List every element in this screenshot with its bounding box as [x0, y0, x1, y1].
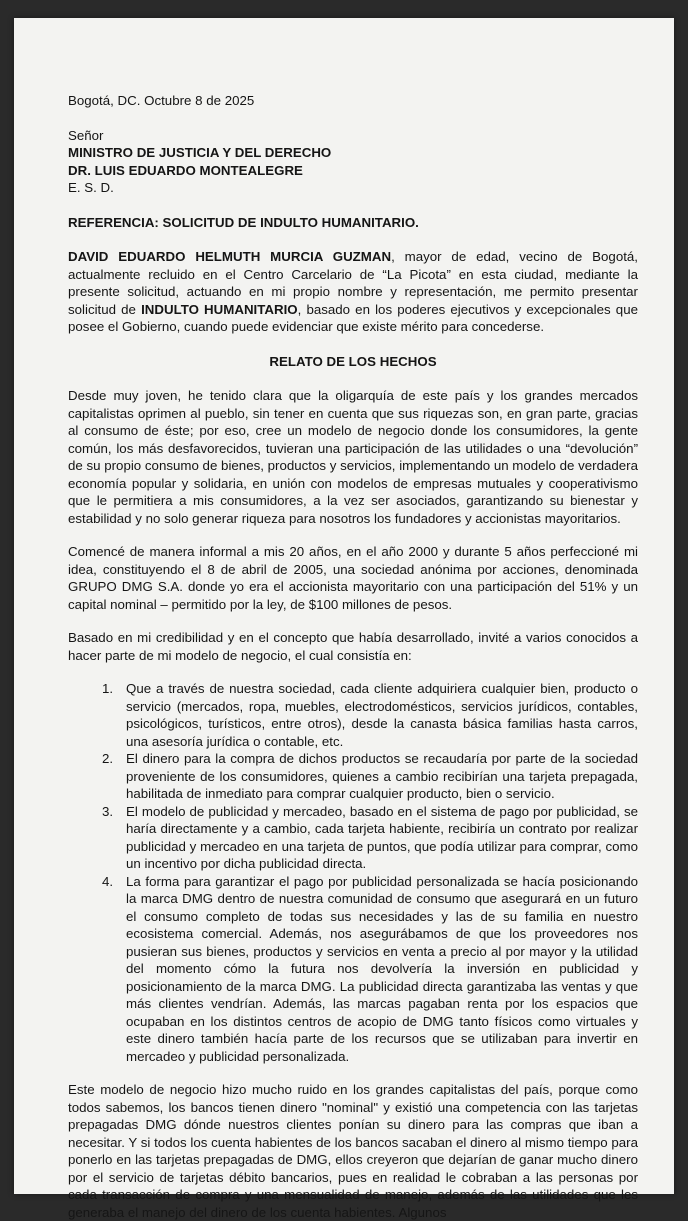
list-item — [68, 680, 638, 750]
paragraph-4: Este modelo de negocio hizo mucho ruido en los grandes capitalistas del país, porque como todos sabemos, los bancos tienen dinero "nominal" y existió una competencia con las tarjetas prepagadas DMG dónde nuestros clientes ponían su dinero para las compras que iban a necesitar. Y si todos los cuenta habientes de los bancos sacaban el dinero al mismo tiempo para ponerlo en las tarjetas prepagadas de DMG, ellos creyeron que dejarían de ganar mucho dinero por el servicio de tarjetas débito bancarios, pues en realidad le cobraban a las personas por cada transacción de compra y una mensualidad de manejo, además de las utilidades que les generaba el manejo del dinero de los cuenta habientes. Algunos — [68, 1082, 638, 1220]
intro-text-b: , basado en los poderes ejecutivos y excepcionales que posee el Gobierno, cuando puede evidenciar que existe mérito para concederse. — [68, 301, 638, 334]
intro-paragraph — [68, 248, 638, 336]
recipient-esd: E. S. D. — [68, 180, 114, 195]
list-item-number: 4. — [102, 873, 114, 889]
list-item-text: La forma para garantizar el pago por publicidad personalizada se hacía posicionando la marca DMG dentro de nuestra comunidad de consumo que asegurará en un futuro el consumo completo de todas sus necesidades y las de su familia en nuestro ecosistema comercial. Además, nos asegurábamos de que los proveedores nos pusieran sus bienes, productos y servicios en venta a precio al por mayor y la utilidad del momento cómo la futura nos devolvería la inversión en publicidad y posicionamiento de la marca DMG. La publicidad directa garantizaba las ventas y que más clientes vendrían. Además, las marcas pagaban renta por los espacios que ocupaban en los distintos centros de acopio de DMG tanto físicos como virtuales y este dinero también hacía parte de los recursos que se utilizaban para invertir en mercadeo y publicidad personalizada. — [126, 873, 638, 1064]
paragraph-1: Desde muy joven, he tenido clara que la oligarquía de este país y los grandes mercados capitalistas oprimen al pueblo, sin tener en cuenta que sus riquezas son, en gran parte, gracias al consumo de éste; por eso, cree un modelo de negocio donde los consumidores, la gente común, los más desfavorecidos, tuvieran una participación de las utilidades o una “devolución” de su propio consumo de bienes, productos y servicios, implementando un modelo de verdadera economía popular y solidaria, en unión con modelos de empresas mutuales y cooperativismo que le permitiera a mis consumidores, a la vez ser asociados, garantizando su bienestar y estabilidad y no solo generar riqueza para nosotros los fundadores y accionistas mayoritarios. — [68, 388, 638, 526]
business-model-list — [68, 680, 638, 1065]
list-item-number: 1. — [102, 681, 114, 696]
list-item — [68, 750, 638, 803]
paragraph-3: Basado en mi credibilidad y en el concepto que había desarrollado, invité a varios conocidos a hacer parte de mi modelo de negocio, el cual consistía en: — [68, 630, 638, 663]
petitioner-name: DAVID EDUARDO HELMUTH MURCIA GUZMAN — [68, 249, 392, 264]
recipient-name: DR. LUIS EDUARDO MONTEALEGRE — [68, 162, 303, 178]
paragraph-2: Comencé de manera informal a mis 20 años, en el año 2000 y durante 5 años perfeccioné mi idea, constituyendo el 8 de abril de 2005, una sociedad anónima por acciones, denominada GRUPO DMG S.A. donde yo era el accionista mayoritario con una participación del 51% y un capital nominal – permitido por la ley, de $100 millones de pesos. — [68, 544, 638, 612]
recipient-salutation: Señor — [68, 127, 104, 143]
list-item-number: 3. — [102, 803, 114, 819]
list-item-text: Que a través de nuestra sociedad, cada cliente adquiriera cualquier bien, producto o servicio (mercados, ropa, muebles, electrodomésticos, servicios jurídicos, contables, psicológicos, turísticos, entre otros), desde la canasta básica familias hasta carros, una asesoría jurídica o contable, etc. — [126, 681, 638, 749]
intro-text-a: , mayor de edad, vecino de Bogotá, actualmente recluido en el Centro Carcelario de “La Picota” en esta ciudad, mediante la presente solicitud, actuando en mi propio nombre y representación, me permito presentar solicitud de — [68, 249, 638, 317]
section-title: RELATO DE LOS HECHOS — [269, 353, 437, 369]
list-item-text: El modelo de publicidad y mercadeo, basado en el sistema de pago por publicidad, se haría directamente y a cambio, cada tarjeta habiente, recibiría un contrato por realizar publicidad y mercadeo en una tarjeta de puntos, que podía utilizar para comprar, como un incentivo por dicha publicidad directa. — [126, 803, 638, 871]
list-item — [68, 803, 638, 873]
reference-line: REFERENCIA: SOLICITUD DE INDULTO HUMANITARIO. — [68, 214, 419, 230]
list-item-number: 2. — [102, 751, 114, 766]
list-item — [68, 873, 638, 1066]
recipient-block — [68, 127, 638, 197]
list-item-text: El dinero para la compra de dichos productos se recaudaría por parte de la sociedad proveniente de los consumidores, quienes a cambio recibirían una tarjeta prepagada, habilitada de inmediato para comprar cualquier producto, bien o servicio. — [126, 751, 638, 801]
intro-emphasis: INDULTO HUMANITARIO — [141, 301, 298, 317]
letter-body — [68, 92, 638, 1221]
document-page — [14, 18, 674, 1220]
recipient-title: MINISTRO DE JUSTICIA Y DEL DERECHO — [68, 145, 332, 160]
place-date: Bogotá, DC. Octubre 8 de 2025 — [68, 93, 255, 108]
